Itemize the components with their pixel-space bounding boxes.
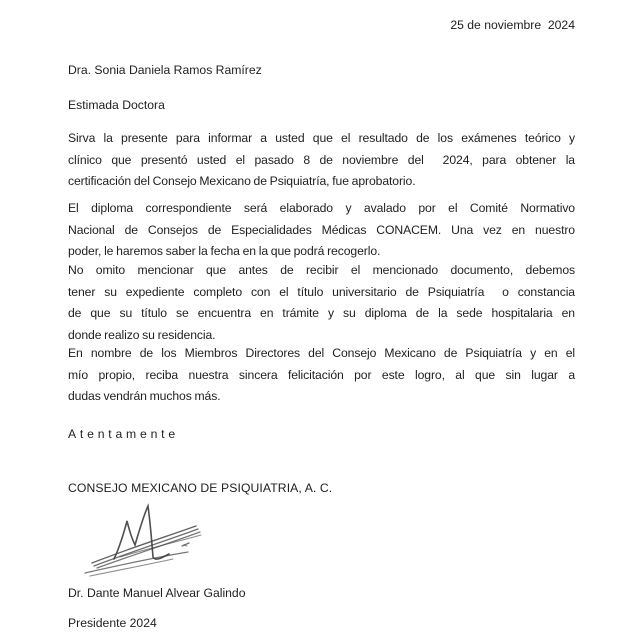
signature-icon [80, 499, 220, 577]
paragraph-line: En nombre de los Miembros Directores del Consejo Mexicano de Psiquiatría y en el [68, 346, 575, 360]
paragraph-line: de que su título se encuentra en trámite y su diploma de la sede hospitalaria en [68, 306, 575, 321]
signer-name: Dr. Dante Manuel Alvear Galindo [68, 586, 246, 600]
paragraph-line: dudas vendrán muchos más. [68, 389, 221, 404]
closing-atentamente: Atentamente [68, 427, 179, 441]
paragraph-line: clínico que presentó usted el pasado 8 de noviembre del 2024, para obtener la [68, 152, 575, 167]
paragraph-line: El diploma correspondiente será elaborado y avalado por el Comité Normativo [68, 201, 575, 215]
paragraph-line: Sirva la presente para informar a usted que el resultado de los exámenes teórico y [68, 131, 575, 145]
paragraph-line: donde realizo su residencia. [68, 327, 216, 342]
body-paragraph-4 [68, 343, 575, 408]
body-paragraph-3 [68, 260, 575, 346]
paragraph-line: Nacional de Consejos de Especialidades Médicas CONACEM. Una vez en nuestro [68, 222, 575, 237]
signer-title: Presidente 2024 [68, 616, 157, 630]
paragraph-line: mío propio, reciba nuestra sincera felicitación por este logro, al que sin lugar a [68, 367, 575, 382]
recipient-name: Dra. Sonia Daniela Ramos Ramírez [68, 63, 262, 77]
paragraph-line: certificación del Consejo Mexicano de Psiquiatría, fue aprobatorio. [68, 174, 416, 189]
paragraph-line: tener su expediente completo con el título universitario de Psiquiatría o constancia [68, 284, 575, 299]
organization-name: CONSEJO MEXICANO DE PSIQUIATRIA, A. C. [68, 481, 333, 495]
letter-date: 25 de noviembre 2024 [450, 18, 575, 32]
body-paragraph-2 [68, 198, 575, 263]
body-paragraph-1 [68, 128, 575, 193]
salutation: Estimada Doctora [68, 98, 165, 112]
paragraph-line: No omito mencionar que antes de recibir el mencionado documento, debemos [68, 263, 575, 277]
paragraph-line: poder, le haremos saber la fecha en la que podrá recogerlo. [68, 244, 381, 259]
